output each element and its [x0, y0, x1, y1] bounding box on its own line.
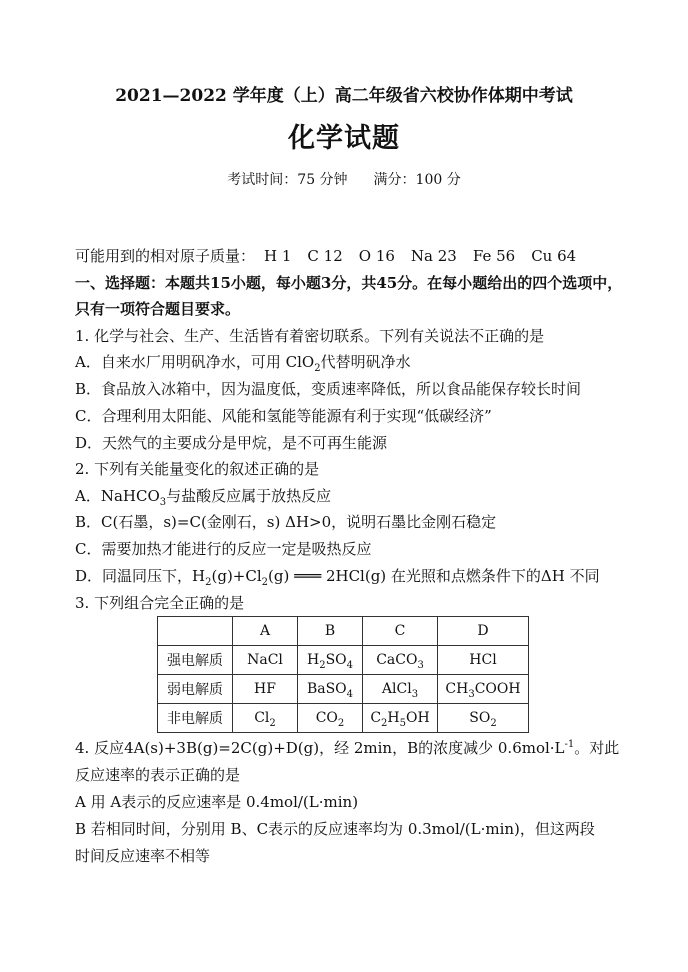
row-label: 弱电解质: [158, 675, 233, 704]
q2-option-c: C．需要加热才能进行的反应一定是吸热反应: [75, 540, 372, 558]
table-cell: $C_2H_5OH$: [363, 704, 438, 733]
q2-option-d: [75, 566, 600, 586]
exam-score: 满分：100 分: [373, 172, 461, 188]
q4-stem-end: 。对此: [574, 739, 620, 757]
q4-stem-text: 4. 反应4A(s)+3B(g)=2C(g)+D(g)，经 2min，B的浓度减少 0.6mol·L: [75, 739, 565, 757]
electrolyte-table: [157, 616, 529, 733]
atom-na: Na 23: [410, 247, 457, 265]
table-header-cell: A: [233, 617, 298, 646]
table-cell: $H_2SO_4$: [298, 646, 363, 675]
table-cell: NaCl: [233, 646, 298, 675]
q3-stem: 3. 下列组合完全正确的是: [75, 594, 245, 612]
atom-cu: Cu 64: [531, 247, 577, 265]
table-cell: $CO_2$: [298, 704, 363, 733]
q1-a-sub: 2: [314, 363, 321, 374]
q2-d-text-end: (g) ═══ 2HCl(g) 在光照和点燃条件下的ΔH 不同: [268, 567, 600, 585]
table-cell: $Cl_2$: [233, 704, 298, 733]
exam-info: [0, 170, 688, 190]
q1-option-d: D．天然气的主要成分是甲烷，是不可再生能源: [75, 434, 388, 452]
q2-a-text-end: 与盐酸反应属于放热反应: [166, 487, 332, 505]
table-header-row: [158, 617, 529, 646]
atom-c: C 12: [307, 247, 343, 265]
q4-stem-line2: 反应速率的表示正确的是: [75, 766, 241, 784]
q2-stem: 2. 下列有关能量变化的叙述正确的是: [75, 460, 320, 478]
table-row: [158, 704, 529, 733]
atom-h: H 1: [264, 247, 292, 265]
exam-title: 2021—2022 学年度（上）高二年级省六校协作体期中考试: [115, 86, 573, 106]
q1-option-a: [75, 352, 411, 372]
atomic-masses-prefix: 可能用到的相对原子质量：: [75, 247, 256, 265]
row-label: 强电解质: [158, 646, 233, 675]
table-header-cell: C: [363, 617, 438, 646]
q2-d-text-mid: (g)+Cl: [211, 567, 262, 585]
q4-option-b-line2: 时间反应速率不相等: [75, 847, 211, 865]
table-cell: HF: [233, 675, 298, 704]
q1-a-text-end: 代替明矾净水: [320, 353, 411, 371]
atom-o: O 16: [358, 247, 395, 265]
q2-option-a: [75, 486, 331, 506]
table-header-cell: D: [438, 617, 529, 646]
q1-option-c: C．合理利用太阳能、风能和氢能等能源有利于实现“低碳经济”: [75, 407, 492, 425]
table-cell: AlCl$_3$: [363, 675, 438, 704]
section-heading-line2: 只有一项符合题目要求。: [75, 300, 241, 318]
q1-stem: 1. 化学与社会、生产、生活皆有着密切联系。下列有关说法不正确的是: [75, 327, 545, 345]
q4-option-b-line1: B 若相同时间，分别用 B、C表示的反应速率均为 0.3mol/(L·min)，但这两段: [75, 820, 595, 838]
q2-d-text: D．同温同压下，H: [75, 567, 206, 585]
table-cell: HCl: [438, 646, 529, 675]
q2-option-b: B．C(石墨，s)=C(金刚石，s) ΔH>0，说明石墨比金刚石稳定: [75, 513, 497, 531]
q4-stem-sup: -1: [564, 739, 575, 750]
q1-option-b: B．食品放入冰箱中，因为温度低，变质速率降低，所以食品能保存较长时间: [75, 380, 582, 398]
q1-a-text: A．自来水厂用明矾净水，可用 ClO: [75, 353, 315, 371]
row-label: 非电解质: [158, 704, 233, 733]
atomic-masses: [75, 246, 585, 266]
q4-stem: [75, 738, 619, 758]
table-cell: $CH_3COOH$: [438, 675, 529, 704]
table-row: [158, 675, 529, 704]
table-header-cell: B: [298, 617, 363, 646]
table-cell: CaCO$_3$: [363, 646, 438, 675]
section-heading-line1: 一、选择题：本题共15小题，每小题3分，共45分。在每小题给出的四个选项中，: [75, 274, 623, 292]
table-row: [158, 646, 529, 675]
table-cell: BaSO$_4$: [298, 675, 363, 704]
exam-time: 考试时间：75 分钟: [227, 172, 348, 188]
subject-title: 化学试题: [288, 123, 400, 154]
q2-a-text: A．NaHCO: [75, 487, 160, 505]
q4-option-a: A 用 A表示的反应速率是 0.4mol/(L·min): [75, 793, 359, 811]
q2-d-sub2: 2: [261, 577, 269, 588]
q2-a-sub: 3: [159, 497, 167, 508]
table-header-cell: [158, 617, 233, 646]
atom-fe: Fe 56: [472, 247, 516, 265]
q2-d-sub1: 2: [205, 577, 212, 588]
table-cell: $SO_2$: [438, 704, 529, 733]
